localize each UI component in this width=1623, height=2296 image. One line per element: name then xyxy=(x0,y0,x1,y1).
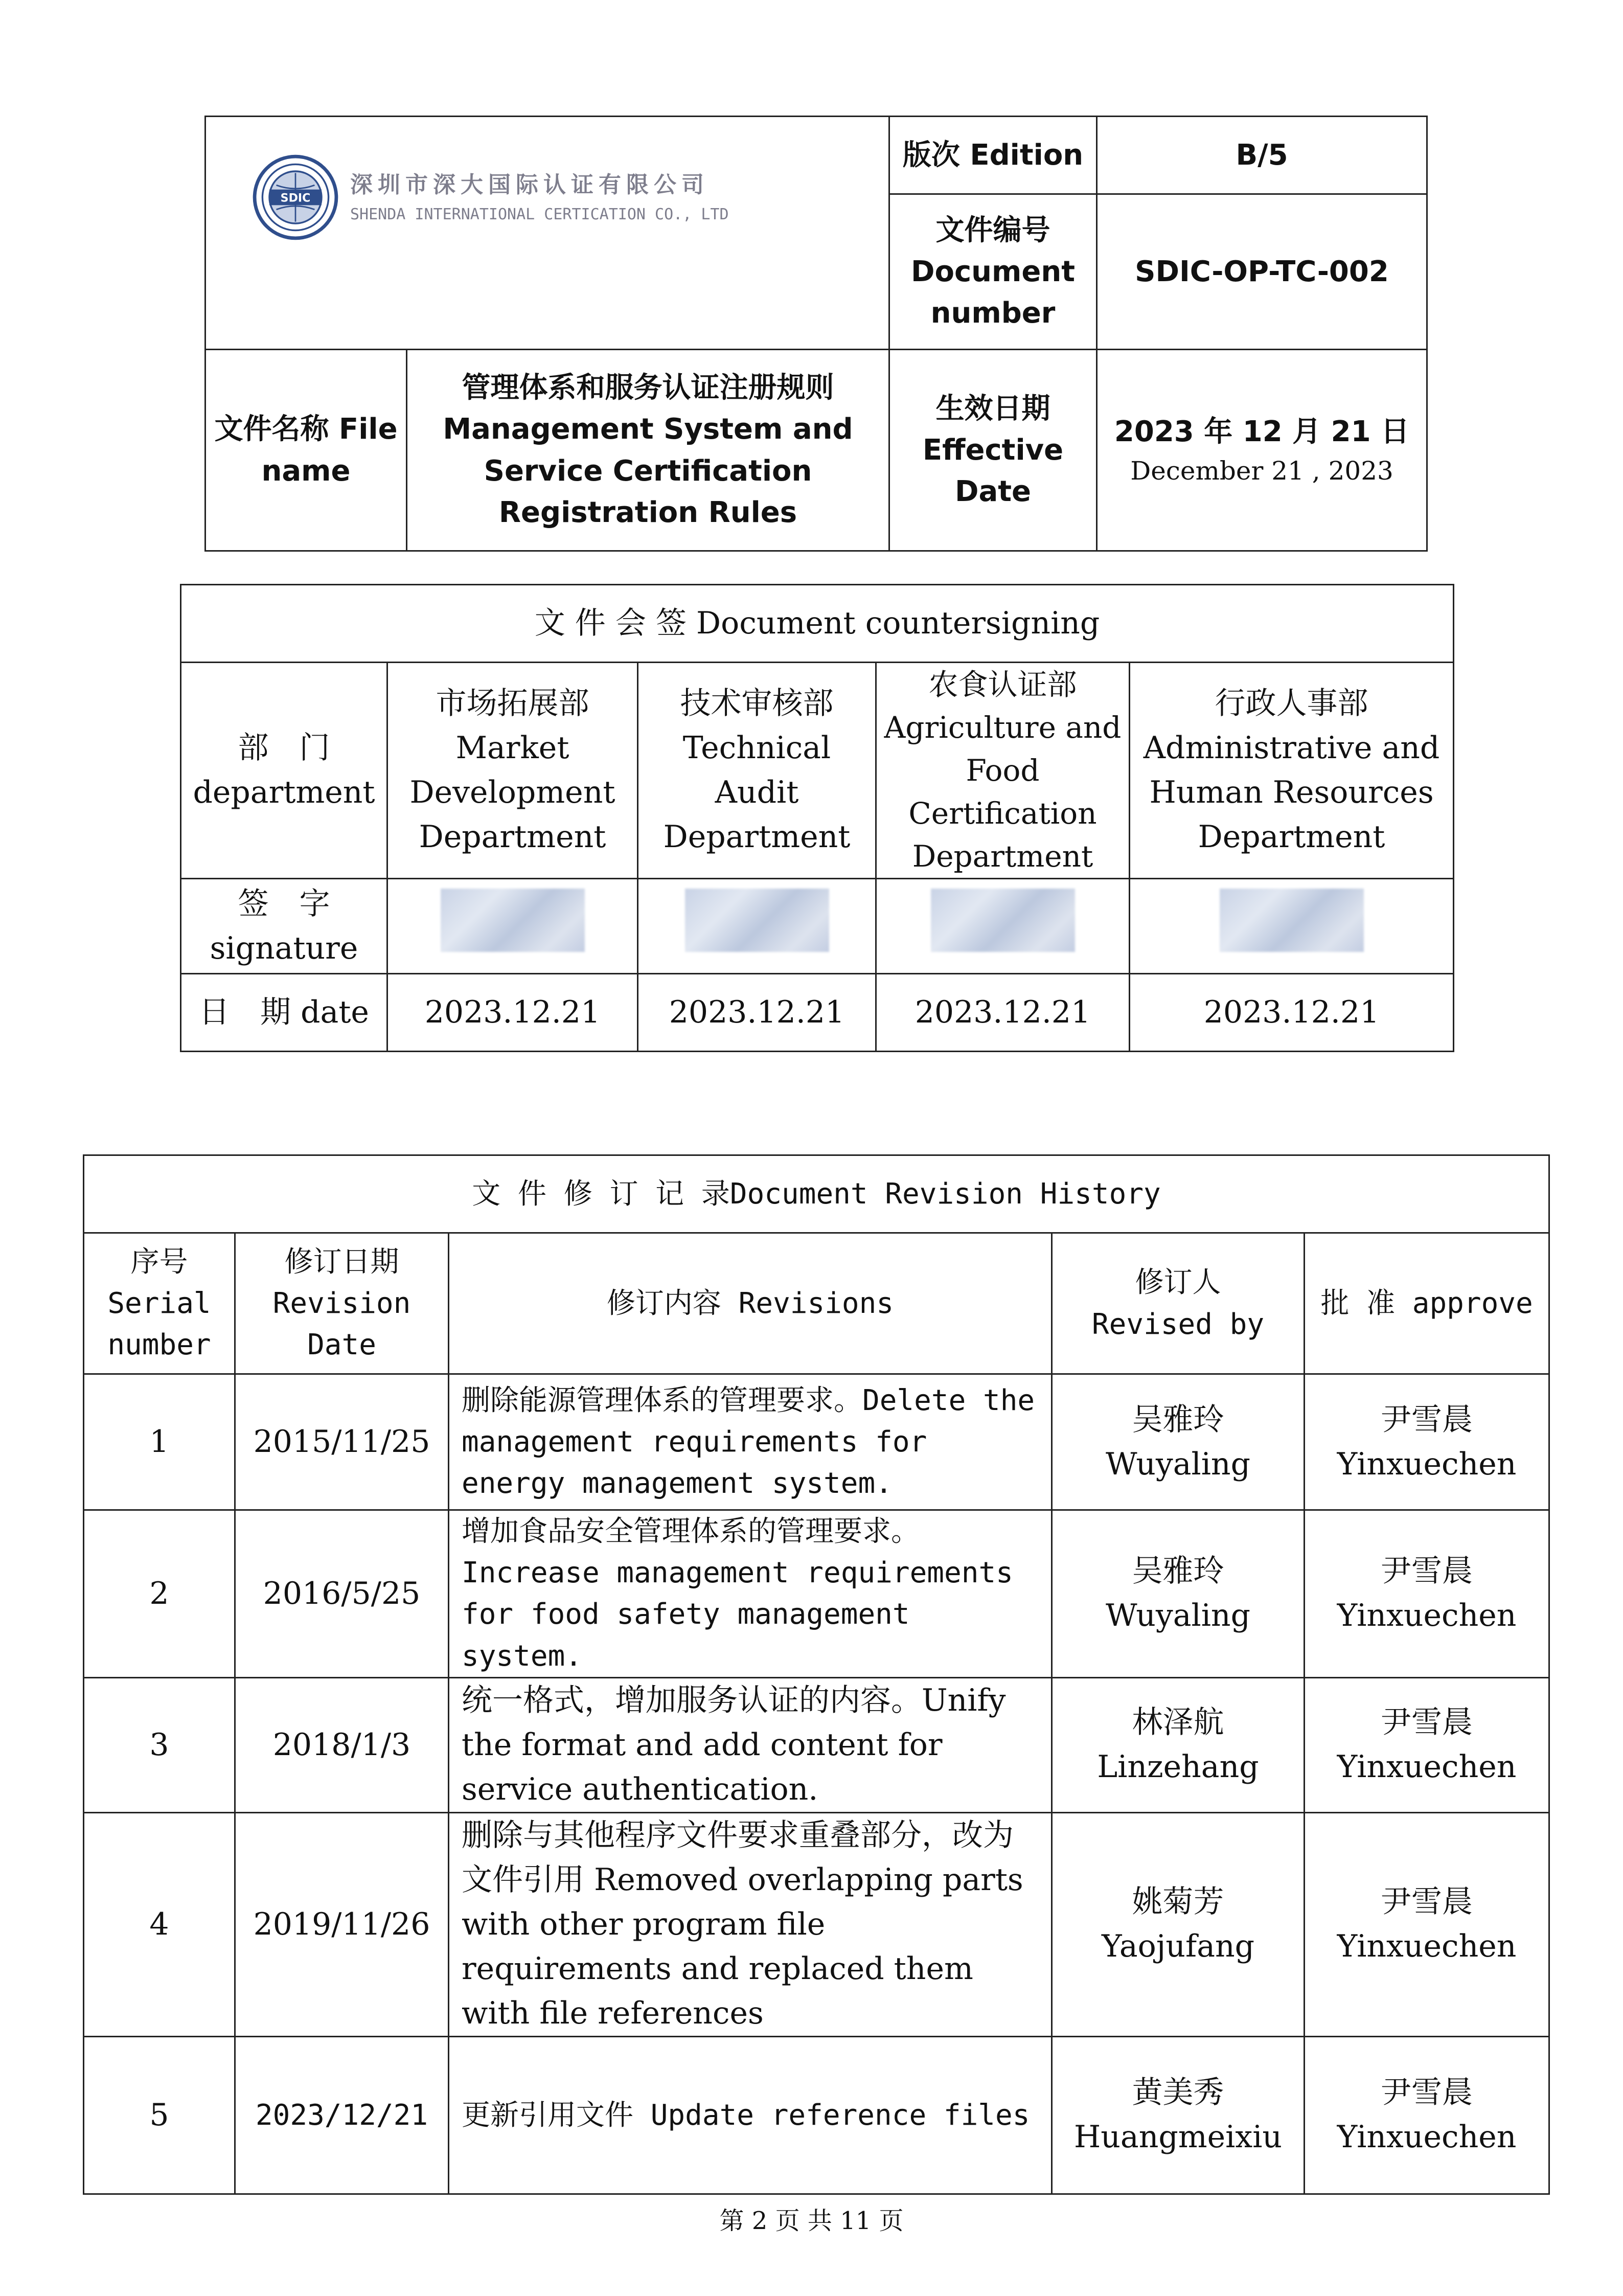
department-technical: 技术审核部 Technical Audit Department xyxy=(638,663,876,879)
company-name-cn: 深圳市深大国际认证有限公司 xyxy=(350,172,709,198)
table-row xyxy=(84,2036,1549,2194)
edition-label: 版次 Edition xyxy=(889,117,1097,194)
signature-image xyxy=(685,889,829,952)
effective-date-label: 生效日期 Effective Date xyxy=(889,350,1097,551)
row-serial: 1 xyxy=(84,1374,235,1510)
svg-text:SDIC: SDIC xyxy=(280,191,311,205)
row-serial: 4 xyxy=(84,1812,235,2036)
row-revised-by: 黄美秀 Huangmeixiu xyxy=(1052,2036,1305,2194)
date-row-label: 日 期 date xyxy=(181,974,387,1052)
signature-technical xyxy=(638,879,876,974)
row-date: 2016/5/25 xyxy=(235,1510,449,1678)
table-row xyxy=(84,1812,1549,2036)
row-serial: 3 xyxy=(84,1677,235,1812)
file-name-label: 文件名称 File name xyxy=(205,350,407,551)
signature-image xyxy=(1220,889,1364,952)
row-serial: 5 xyxy=(84,2036,235,2194)
countersign-table xyxy=(180,584,1454,1052)
row-content: 删除能源管理体系的管理要求。Delete the management requirements for energy management system. xyxy=(449,1374,1052,1510)
table-row xyxy=(84,1510,1549,1678)
revision-title: 文 件 修 订 记 录Document Revision History xyxy=(84,1155,1549,1233)
row-revised-by: 姚菊芳 Yaojufang xyxy=(1052,1812,1305,2036)
row-date: 2023/12/21 xyxy=(235,2036,449,2194)
effective-date-value: 2023 年 12 月 21 日 December 21 , 2023 xyxy=(1097,350,1427,551)
signature-agriculture xyxy=(876,879,1130,974)
row-revised-by: 吴雅玲 Wuyaling xyxy=(1052,1510,1305,1678)
row-content: 更新引用文件 Update reference files xyxy=(449,2036,1052,2194)
header-revision-date: 修订日期 Revision Date xyxy=(235,1233,449,1374)
row-content: 删除与其他程序文件要求重叠部分，改为文件引用 Removed overlapping parts with other program file requirements and replaced them with file references xyxy=(449,1812,1052,2036)
revision-history-table xyxy=(83,1154,1550,2195)
header-serial: 序号 Serial number xyxy=(84,1233,235,1374)
row-approve: 尹雪晨 Yinxuechen xyxy=(1305,1812,1549,2036)
department-agriculture: 农食认证部 Agriculture and Food Certification Department xyxy=(876,663,1130,879)
document-number-label: 文件编号 Document number xyxy=(889,194,1097,350)
signature-admin xyxy=(1130,879,1454,974)
table-row xyxy=(84,1374,1549,1510)
date-market: 2023.12.21 xyxy=(387,974,638,1052)
file-name-value: 管理体系和服务认证注册规则 Management System and Service Certification Registration Rules xyxy=(407,350,889,551)
department-market: 市场拓展部 Market Development Department xyxy=(387,663,638,879)
row-date: 2018/1/3 xyxy=(235,1677,449,1812)
row-content: 增加食品安全管理体系的管理要求。Increase management requirements for food safety management system. xyxy=(449,1510,1052,1678)
signature-row-label: 签 字 signature xyxy=(181,879,387,974)
row-date: 2015/11/25 xyxy=(235,1374,449,1510)
table-row xyxy=(84,1677,1549,1812)
row-content: 统一格式，增加服务认证的内容。Unify the format and add content for service authentication. xyxy=(449,1677,1052,1812)
company-name-en: SHENDA INTERNATIONAL CERTICATION CO., LTD xyxy=(350,206,729,224)
document-number-value: SDIC-OP-TC-002 xyxy=(1097,194,1427,350)
company-seal-icon xyxy=(252,154,339,241)
row-approve: 尹雪晨 Yinxuechen xyxy=(1305,2036,1549,2194)
company-logo-cell xyxy=(205,117,889,350)
document-header-table xyxy=(204,116,1428,552)
signature-image xyxy=(441,889,585,952)
date-admin: 2023.12.21 xyxy=(1130,974,1454,1052)
date-agriculture: 2023.12.21 xyxy=(876,974,1130,1052)
department-admin: 行政人事部 Administrative and Human Resources Department xyxy=(1130,663,1454,879)
date-technical: 2023.12.21 xyxy=(638,974,876,1052)
row-revised-by: 林泽航 Linzehang xyxy=(1052,1677,1305,1812)
edition-value: B/5 xyxy=(1097,117,1427,194)
page-number: 第 2 页 共 11 页 xyxy=(719,2207,904,2235)
row-serial: 2 xyxy=(84,1510,235,1678)
signature-market xyxy=(387,879,638,974)
department-row-label: 部 门 department xyxy=(181,663,387,879)
header-revisions: 修订内容 Revisions xyxy=(449,1233,1052,1374)
row-approve: 尹雪晨 Yinxuechen xyxy=(1305,1510,1549,1678)
row-date: 2019/11/26 xyxy=(235,1812,449,2036)
company-logo xyxy=(252,154,883,241)
header-revised-by: 修订人 Revised by xyxy=(1052,1233,1305,1374)
signature-image xyxy=(931,889,1075,952)
row-revised-by: 吴雅玲 Wuyaling xyxy=(1052,1374,1305,1510)
row-approve: 尹雪晨 Yinxuechen xyxy=(1305,1677,1549,1812)
row-approve: 尹雪晨 Yinxuechen xyxy=(1305,1374,1549,1510)
countersign-title: 文 件 会 签 Document countersigning xyxy=(181,585,1454,663)
header-approve: 批 准 approve xyxy=(1305,1233,1549,1374)
